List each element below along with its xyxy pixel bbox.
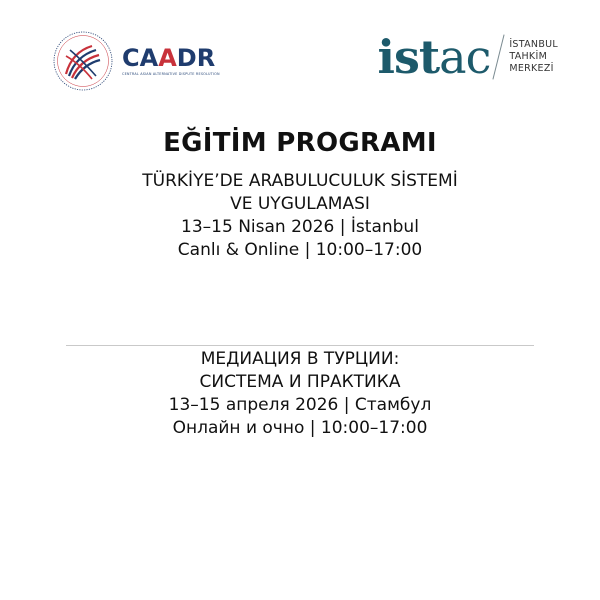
ru-line: 13–15 апреля 2026 | Стамбул bbox=[168, 395, 432, 415]
tr-line: Canlı & Online | 10:00–17:00 bbox=[177, 240, 423, 260]
org-line: TAHKİM bbox=[509, 51, 548, 62]
tr-line: VE UYGULAMASI bbox=[230, 194, 370, 214]
turkish-program-info bbox=[0, 170, 600, 262]
istac-wordmark: istac bbox=[377, 30, 491, 84]
ru-line: Онлайн и очно | 10:00–17:00 bbox=[172, 418, 428, 438]
caadr-seal-icon bbox=[52, 30, 114, 92]
istac-logo bbox=[377, 30, 558, 84]
tr-line: 13–15 Nisan 2026 | İstanbul bbox=[181, 217, 419, 237]
caadr-wordmark bbox=[122, 46, 220, 76]
tr-line: TÜRKİYE’DE ARABULUCULUK SİSTEMİ bbox=[142, 171, 458, 191]
caadr-subtitle: CENTRAL ASIAN ALTERNATIVE DISPUTE RESOLUTION bbox=[122, 72, 220, 76]
caadr-title: CAADR bbox=[122, 44, 216, 72]
org-line: İSTANBUL bbox=[509, 39, 558, 50]
logo-divider bbox=[493, 35, 505, 80]
caadr-logo bbox=[52, 30, 220, 92]
org-line: MERKEZİ bbox=[509, 63, 554, 74]
section-divider bbox=[66, 345, 534, 346]
ru-line: МЕДИАЦИЯ В ТУРЦИИ: bbox=[200, 349, 400, 369]
istac-org-name bbox=[509, 39, 558, 75]
russian-program-info bbox=[0, 348, 600, 440]
ru-line: СИСТЕМА И ПРАКТИКА bbox=[199, 372, 401, 392]
page-title: EĞİTİM PROGRAMI bbox=[163, 128, 437, 158]
